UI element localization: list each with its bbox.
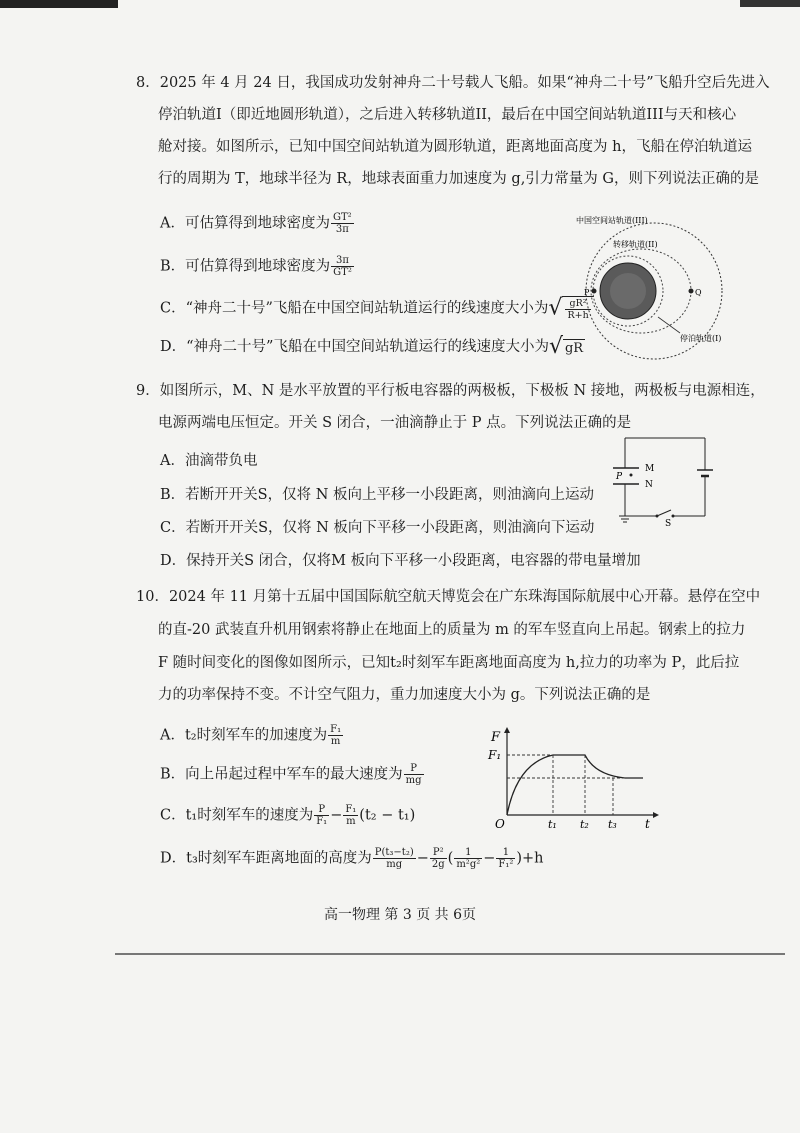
tick-label-t3: t₃ (608, 818, 617, 830)
tick-label-t2: t₂ (580, 818, 589, 830)
fraction (328, 724, 343, 747)
label-m: M (645, 464, 655, 474)
q10-option-a (160, 724, 344, 747)
q9-stem-line: 9．如图所示，M、N 是水平放置的平行板电容器的两极板，下极板 N 接地，两极板与电源相连， (136, 383, 765, 399)
option-text: A．t₂时刻军车的加速度为 (160, 727, 328, 744)
x-axis-label: t (645, 817, 650, 830)
label-parking-orbit: 停泊轨道(I) (680, 334, 722, 343)
q8-stem-line: 8．2025 年 4 月 24 日，我国成功发射神舟二十号载人飞船。如果“神舟二十号”飞船升空后先进入 (136, 75, 770, 91)
fraction (430, 847, 447, 870)
q10-stem-line: 的直-20 武装直升机用钢索将静止在地面上的质量为 m 的军车竖直向上吊起。钢索上的拉力 (158, 622, 746, 638)
option-text: D．“神舟二十号”飞船在中国空间站轨道运行的线速度大小为 (160, 339, 549, 355)
denominator: m (330, 736, 341, 747)
fraction (454, 847, 482, 870)
q8-stem-line: 停泊轨道I（即近地圆形轨道），之后进入转移轨道II，最后在中国空间站轨道III与天和核心 (158, 107, 737, 123)
fraction (343, 804, 358, 827)
q10-option-c (160, 804, 415, 827)
paren: ( (447, 850, 454, 867)
q10-stem-line: 10．2024 年 11 月第十五届中国国际航空航天博览会在广东珠海国际航展中心开幕。悬停在空中 (136, 589, 761, 605)
denominator: R+h (567, 310, 589, 321)
q10-stem-line: 力的功率保持不变。不计空气阻力，重力加速度大小为 g。下列说法正确的是 (158, 687, 651, 703)
tick-label-t1: t₁ (548, 818, 557, 830)
force-curve (507, 755, 643, 815)
fraction (314, 804, 329, 827)
point-p (592, 289, 597, 294)
y-axis-label: F (491, 730, 501, 745)
label-station-orbit: 中国空间站轨道(III) (576, 216, 648, 225)
option-text: C．t₁时刻军车的速度为 (160, 807, 314, 824)
denominator: 3π (335, 224, 349, 235)
denominator: m²g² (456, 859, 481, 870)
expression-tail: (t₂ − t₁) (359, 807, 416, 824)
radical-sign: √ (548, 334, 563, 359)
switch-s (657, 510, 671, 516)
f1-label: F₁ (488, 748, 502, 762)
q10-option-d (160, 847, 544, 870)
denominator: F₁² (498, 859, 514, 870)
minus-sign: − (330, 807, 343, 824)
denominator: mg (386, 859, 403, 870)
numerator: P² (430, 847, 447, 859)
parking-orbit-leader (658, 317, 680, 333)
q8-option-a (160, 212, 355, 235)
numerator: 1 (454, 847, 482, 859)
point-q (689, 289, 694, 294)
origin-label: O (495, 817, 505, 830)
label-p: P (584, 288, 590, 297)
numerator: gR² (565, 298, 590, 310)
q9-option-a: A．油滴带负电 (160, 453, 258, 469)
scan-edge-mark (740, 0, 800, 7)
fraction (331, 255, 354, 278)
x-axis-arrow (653, 812, 659, 818)
page-footer: 高一物理 第 3 页 共 6页 (323, 907, 477, 923)
q9-option-d: D．保持开关S 闭合，仅将M 板向下平移一小段距离，电容器的带电量增加 (160, 553, 641, 569)
oil-drop (630, 474, 633, 477)
y-axis-arrow (504, 727, 510, 733)
scan-edge-mark (0, 0, 118, 8)
label-q: Q (695, 288, 702, 297)
q8-stem-line: 舱对接。如图所示，已知中国空间站轨道为圆形轨道，距离地面高度为 h，飞船在停泊轨道运 (158, 139, 752, 155)
fraction (496, 847, 515, 870)
q8-option-b (160, 255, 355, 278)
label-p: P (616, 472, 623, 482)
q10-option-b (160, 763, 425, 786)
q9-option-c: C．若断开开关S，仅将 N 板向下平移一小段距离，则油滴向下运动 (160, 520, 595, 536)
label-transfer-orbit: 转移轨道(II) (613, 240, 658, 249)
numerator: F₁ (345, 804, 357, 815)
numerator: P (404, 763, 424, 775)
minus-sign: − (483, 850, 496, 867)
option-text: C．“神舟二十号”飞船在中国空间站轨道运行的线速度大小为 (160, 300, 549, 317)
q8-option-c (160, 296, 594, 321)
fraction (331, 212, 354, 235)
earth-shade (610, 273, 646, 309)
expression-tail: )+h (516, 850, 544, 867)
radical-sign: √ (548, 295, 563, 321)
option-text: B．向上吊起过程中军车的最大速度为 (160, 766, 403, 783)
option-text: D．t₃时刻军车距离地面的高度为 (160, 850, 372, 867)
q9-stem-line: 电源两端电压恒定。开关 S 闭合，一油滴静止于 P 点。下列说法正确的是 (158, 415, 632, 431)
denominator: 2g (431, 859, 445, 870)
circuit-diagram (605, 428, 715, 528)
radicand: gR (564, 340, 584, 356)
numerator: P (314, 804, 329, 816)
label-n: N (645, 480, 653, 490)
denominator: m (346, 816, 356, 827)
q8-option-d (160, 334, 585, 359)
scan-edge-mark (115, 953, 785, 955)
option-text: B．可估算得到地球密度为 (160, 258, 331, 275)
numerator: P(t₃−t₂) (374, 847, 414, 858)
minus-sign: − (416, 850, 429, 867)
numerator: 1 (496, 847, 515, 859)
numerator: F₁ (330, 724, 342, 735)
denominator: F₁ (316, 816, 328, 827)
orbit-diagram (558, 205, 773, 365)
fraction (404, 763, 424, 786)
numerator: 3π (331, 255, 354, 267)
denominator: GT² (333, 267, 352, 278)
numerator: GT² (332, 212, 352, 223)
option-text: A．可估算得到地球密度为 (160, 215, 330, 232)
denominator: mg (405, 775, 422, 786)
q10-stem-line: F 随时间变化的图像如图所示，已知t₂时刻军车距离地面高度为 h,拉力的功率为 P，此后拉 (158, 655, 740, 671)
force-time-graph (485, 725, 660, 830)
fraction (373, 847, 416, 870)
q8-stem-line: 行的周期为 T，地球半径为 R，地球表面重力加速度为 g,引力常量为 G，则下列说法正确的是 (158, 171, 759, 187)
label-s: S (665, 519, 672, 528)
q9-option-b: B．若断开开关S，仅将 N 板向上平移一小段距离，则油滴向上运动 (160, 487, 594, 503)
